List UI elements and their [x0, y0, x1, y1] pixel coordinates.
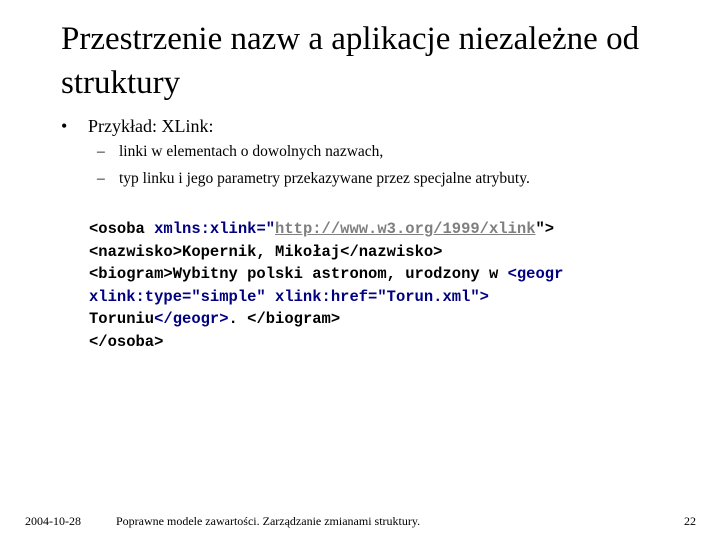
code-tag: </osoba>: [89, 332, 164, 351]
code-tag: </nazwisko>: [340, 242, 443, 261]
bullet-text: Przykład: XLink:: [88, 116, 214, 136]
slide-title: Przestrzenie nazw a aplikacje niezależne od struktury: [61, 21, 640, 101]
code-tag: ">: [535, 220, 555, 238]
sub-bullet-text: typ linku i jego parametry przekazywane przez specjalne atrybuty.: [119, 170, 530, 187]
code-tag: <nazwisko>: [89, 242, 183, 261]
code-tag: . </biogram>: [228, 310, 341, 328]
code-tag: </geogr>: [154, 310, 229, 328]
dash-icon: –: [97, 170, 105, 187]
code-example: [89, 218, 563, 353]
code-text: Wybitny polski astronom, urodzony w: [172, 265, 508, 283]
page-number: 22: [684, 514, 696, 528]
sub-bullet-item: [97, 169, 530, 189]
dash-icon: –: [97, 143, 105, 160]
sub-bullet-item: [97, 142, 383, 162]
footer-date: 2004-10-28: [25, 514, 81, 528]
bullet-icon: •: [61, 116, 68, 136]
code-tag: <osoba: [89, 220, 155, 238]
sub-bullet-text: linki w elementach o dowolnych nazwach,: [119, 143, 384, 160]
footer-title: Poprawne modele zawartości. Zarządzanie zmianami struktury.: [116, 514, 421, 528]
code-tag: <biogram>: [89, 265, 173, 283]
bullet-item: [61, 115, 213, 137]
code-attribute: xmlns:xlink=": [154, 220, 276, 238]
code-text: Toruniu: [89, 310, 155, 328]
code-attribute: xlink:type="simple" xlink:href="Torun.xml">: [89, 287, 489, 306]
code-text: Kopernik, Mikołaj: [182, 242, 341, 261]
namespace-link[interactable]: http://www.w3.org/1999/xlink: [275, 220, 536, 238]
code-tag: <geogr: [507, 265, 564, 283]
